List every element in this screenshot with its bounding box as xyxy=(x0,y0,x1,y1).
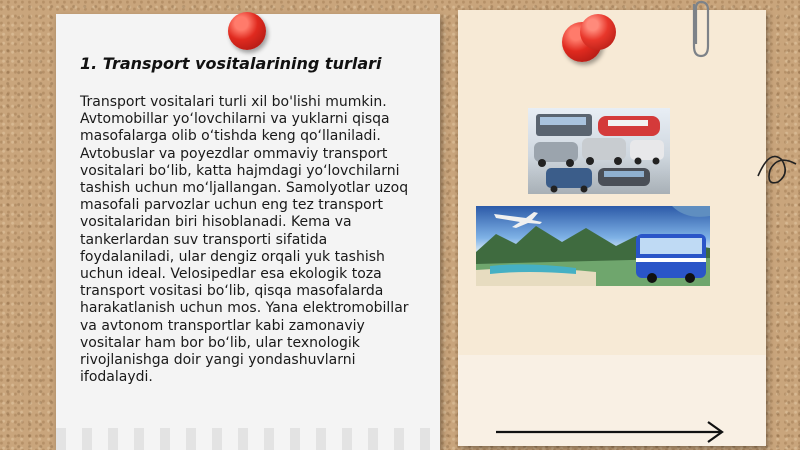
push-pin-icon xyxy=(580,14,616,50)
paperclip-icon xyxy=(684,0,714,62)
curl-doodle-icon xyxy=(756,140,800,210)
slide-title: 1. Transport vositalarining turlari xyxy=(80,54,382,73)
plane-mountains-bus-image xyxy=(476,206,710,286)
push-pin-icon xyxy=(228,12,266,50)
arrow-right-icon xyxy=(494,418,726,446)
vehicles-collage-image xyxy=(528,108,670,194)
text-note-card xyxy=(56,14,440,450)
slide-body-text: Transport vositalari turli xil bo'lishi mumkin. Avtomobillar yo‘lovchilarni va yuklarni qisqa masofalarga olib o‘tishda keng qo‘llaniladi. Avtobuslar va poyezdlar ommaviy transport vositalari bo‘lib, katta hajmdagi yo‘lovchilarni tashish uchun mo‘ljallangan. Samolyotlar uzoq masofali parvozlar uchun eng tez transport vositalaridan biri hisoblanadi. Kema va tankerlardan suv transporti sifatida foydalaniladi, ular dengiz orqali yuk tashish uchun ideal. Velosipedlar esa ekologik toza transport vositasi bo‘lib, qisqa masofalarda harakatlanish uchun mos. Yana elektromobillar va avtonom transportlar kabi zamonaviy vositalar ham bor bo‘lib, ular texnologik rivojlanishga doir yangi yondashuvlarni ifodalaydi. xyxy=(80,94,409,386)
